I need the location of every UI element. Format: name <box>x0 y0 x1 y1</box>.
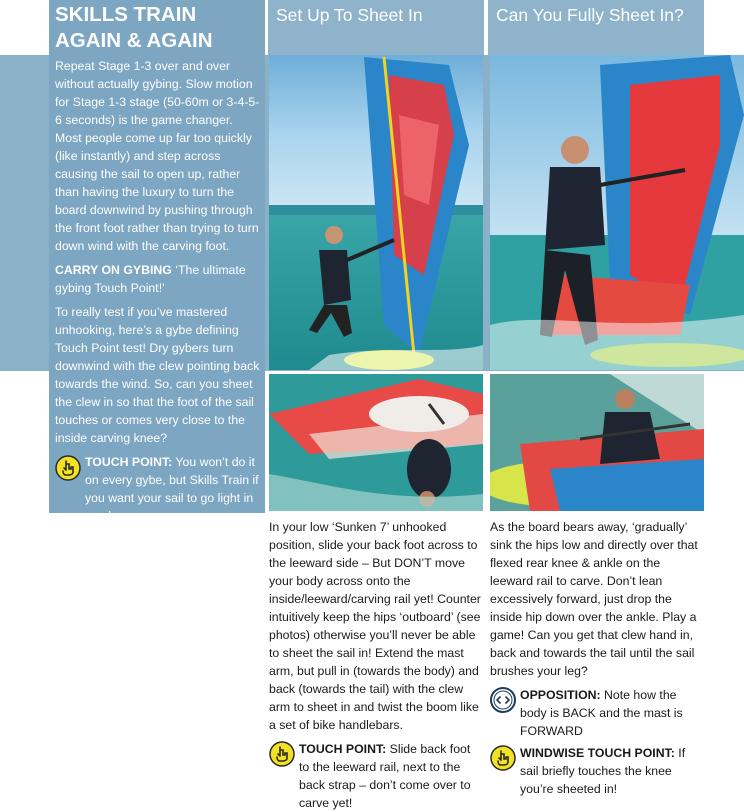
opposition-text <box>520 686 702 740</box>
opposition-body: Note how the body is BACK and the mast is FORWARD <box>520 688 683 738</box>
touch-body: Slide back foot to the leeward rail, next to the back strap – don’t come over to carve yet! <box>299 742 471 810</box>
left-touch-point <box>55 453 261 525</box>
header-set-up-to-sheet-in: Set Up To Sheet In <box>268 0 484 55</box>
column3-paragraph: As the board bears away, ‘gradually’ sink the hips low and directly over that flexed rear knee & ankle on the leeward rail to carve. Don’t lean excessively forward, just drop the inside hip down over the ankle. Play a game! Can you get that clew hand in, back and towards the tail until the sail brushes your leg? <box>490 520 698 678</box>
opposition-arrows-icon <box>490 687 516 718</box>
hand-touch-icon <box>269 741 295 772</box>
left-paragraph-1: Repeat Stage 1-3 over and over without actually gybing. Slow motion for Stage 1-3 stage (50-60m or 3-4-5-6 seconds) is the game changer. Most people come up far too quickly (like instantly) and step across causing the sail to open up, rather than having the luxury to turn the board downwind by pushing through the front foot rather than trying to turn down wind with the carving foot. <box>55 59 260 253</box>
left-body <box>55 57 261 525</box>
opposition-label: OPPOSITION: <box>520 688 601 702</box>
title-line-1: SKILLS TRAIN <box>55 3 197 26</box>
windwise-text <box>520 744 702 798</box>
touch-body: You won’t do it on every gybe, but Skills Train if you want your sail to go light in a gybe. <box>85 455 259 523</box>
column3-opposition <box>490 686 702 740</box>
column3-windwise-touch-point <box>490 744 702 798</box>
hand-touch-icon <box>490 745 516 776</box>
windwise-body: If sail briefly touches the knee you’re sheeted in! <box>520 746 686 796</box>
header-can-you-fully-sheet-in: Can You Fully Sheet In? <box>488 0 704 55</box>
photo-windsurfer-setup <box>269 55 483 370</box>
left-paragraph-2: To really test if you’ve mastered unhooking, here’s a gybe defining Touch Point test! Dry gybers turn downwind with the clew pointing back towards the wind. So, can you sheet the clew in so that the foot of the sail touches or comes very close to the inside carving knee? <box>55 305 260 445</box>
touch-label: TOUCH POINT: <box>299 742 387 756</box>
column3-body <box>490 518 702 798</box>
photo-windsurfer-sheeting-in <box>490 55 744 370</box>
column2-touch-text <box>299 740 483 812</box>
subheading-rest: ‘The ultimate gybing Touch Point!’ <box>55 263 246 295</box>
left-title <box>55 2 261 54</box>
touch-label: TOUCH POINT: <box>85 455 173 469</box>
photo-aerial-sheeted-in <box>490 374 704 511</box>
windwise-label: WINDWISE TOUCH POINT: <box>520 746 675 760</box>
column2-body <box>269 518 483 812</box>
subheading-bold: CARRY ON GYBING <box>55 263 172 277</box>
hand-touch-icon <box>55 455 81 486</box>
left-touch-text <box>85 453 261 525</box>
photo-aerial-setup <box>269 374 483 511</box>
column2-touch-point <box>269 740 483 812</box>
title-line-2: AGAIN & AGAIN <box>55 29 213 52</box>
column2-paragraph: In your low ‘Sunken 7’ unhooked position, slide your back foot across to the leeward side – But DON’T move your body across onto the inside/leeward/carving rail yet! Counter intuitively keep the hips ‘outboard’ (see photos) otherwise you’ll never be able to sheet the sail in! Extend the mast arm, but pull in (towards the body) and back (towards the tail) with the clew arm to sheet in and twist the boom like a set of bike handlebars. <box>269 520 481 732</box>
left-subheading <box>55 261 261 297</box>
